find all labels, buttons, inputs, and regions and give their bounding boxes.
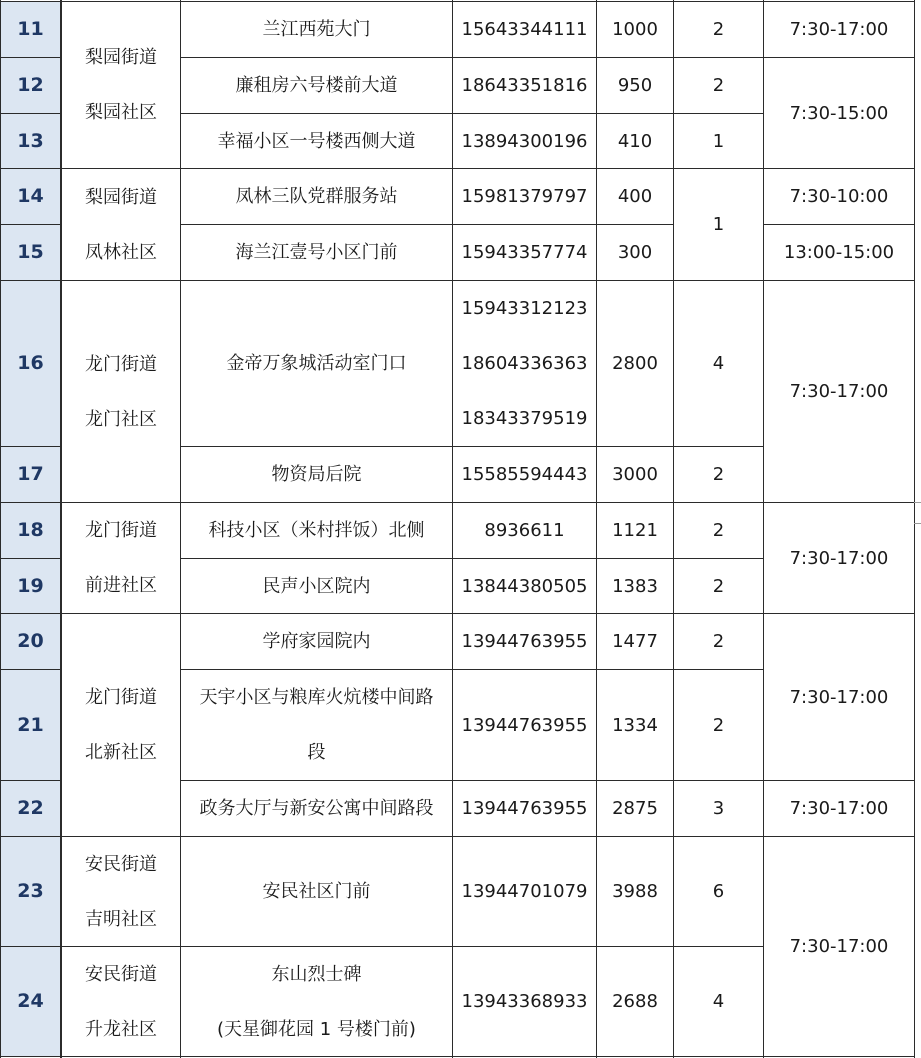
points-cell: 1 [712, 214, 725, 235]
grid-line [0, 280, 915, 281]
time-cell: 7:30-10:00 [789, 186, 889, 207]
community-cell: 龙门街道 前进社区 [85, 520, 157, 596]
location-cell: 廉租房六号楼前大道 [235, 75, 398, 96]
grid-line [0, 946, 764, 947]
location-cell: 东山烈士碑 (天星御花园 1 号楼门前) [217, 963, 416, 1040]
grid-line [0, 446, 61, 447]
row-number: 20 [0, 614, 61, 669]
grid-line [180, 780, 915, 781]
community-cell: 安民街道 吉明社区 [85, 853, 157, 930]
grid-line [763, 0, 764, 1058]
location-cell: 天宇小区与粮库火炕楼中间路 段 [199, 687, 434, 763]
phone-cell: 15981379797 [461, 186, 588, 207]
points-cell: 2 [712, 714, 725, 736]
grid-line [180, 0, 181, 1058]
grid-line [180, 57, 915, 58]
points-cell: 4 [712, 353, 725, 374]
points-cell: 3 [712, 798, 725, 819]
grid-line [0, 1, 915, 2]
grid-line [0, 0, 1, 1058]
phone-cell: 13944763955 [461, 714, 588, 736]
edge-mark [914, 502, 921, 503]
community-cell: 梨园街道 凤林社区 [85, 186, 157, 263]
time-cell: 7:30-15:00 [789, 102, 889, 124]
location-cell: 海兰江壹号小区门前 [235, 242, 398, 263]
grid-line [0, 836, 915, 837]
phone-cell: 13894300196 [461, 130, 588, 152]
grid-line [180, 558, 764, 559]
community-cell: 龙门街道 龙门社区 [85, 353, 157, 430]
count-cell: 1334 [612, 714, 658, 736]
time-cell: 7:30-17:00 [789, 547, 889, 569]
location-cell: 安民社区门前 [262, 881, 371, 902]
phone-cell: 13944763955 [461, 631, 588, 652]
grid-line [0, 57, 61, 58]
count-cell: 2875 [612, 798, 658, 819]
grid-line [0, 168, 915, 169]
phone-cell: 15585594443 [461, 464, 588, 485]
row-number: 21 [0, 670, 61, 780]
location-cell: 物资局后院 [271, 464, 362, 485]
row-number: 22 [0, 781, 61, 836]
grid-line [60, 0, 62, 1058]
count-cell: 3988 [612, 881, 658, 902]
grid-line [914, 0, 915, 1058]
location-cell: 科技小区（米村拌饭）北侧 [208, 520, 425, 541]
community-cell: 安民街道 升龙社区 [85, 963, 157, 1040]
location-cell: 幸福小区一号楼西侧大道 [217, 130, 416, 152]
grid-line [180, 669, 764, 670]
grid-line [452, 0, 453, 1058]
row-number: 14 [0, 169, 61, 224]
grid-line [0, 780, 61, 781]
points-cell: 4 [712, 991, 725, 1012]
count-cell: 1121 [612, 520, 658, 541]
phone-cell: 13944763955 [461, 798, 588, 819]
phone-cell: 13943368933 [461, 991, 588, 1012]
row-number: 12 [0, 58, 61, 113]
points-cell: 2 [712, 631, 725, 652]
location-cell: 民声小区院内 [262, 575, 371, 597]
time-cell: 7:30-17:00 [789, 936, 889, 957]
count-cell: 1000 [612, 19, 658, 40]
time-cell: 7:30-17:00 [789, 798, 889, 819]
grid-line [0, 558, 61, 559]
count-cell: 410 [617, 130, 653, 152]
phone-cell: 13944701079 [461, 881, 588, 902]
count-cell: 2800 [612, 353, 658, 374]
grid-line [0, 669, 61, 670]
count-cell: 300 [617, 242, 653, 263]
grid-line [180, 446, 764, 447]
location-cell: 兰江西苑大门 [262, 19, 371, 40]
grid-line [596, 0, 597, 1058]
points-cell: 1 [712, 130, 725, 152]
phone-cell: 13844380505 [461, 575, 588, 597]
grid-line [180, 113, 764, 114]
row-number: 15 [0, 225, 61, 280]
location-cell: 政务大厅与新安公寓中间路段 [199, 798, 434, 819]
time-cell: 7:30-17:00 [789, 19, 889, 40]
count-cell: 1383 [612, 575, 658, 597]
location-cell: 凤林三队党群服务站 [235, 186, 398, 207]
count-cell: 2688 [612, 991, 658, 1012]
row-number: 23 [0, 837, 61, 946]
count-cell: 400 [617, 186, 653, 207]
grid-line [0, 224, 61, 225]
grid-line [0, 613, 915, 614]
time-cell: 7:30-17:00 [789, 381, 889, 402]
phone-cell: 18643351816 [461, 75, 588, 96]
phone-cell: 8936611 [484, 520, 565, 541]
points-cell: 2 [712, 575, 725, 597]
points-cell: 2 [712, 75, 725, 96]
row-number: 24 [0, 947, 61, 1056]
grid-line [0, 502, 915, 503]
points-cell: 2 [712, 520, 725, 541]
phone-cell: 15943357774 [461, 242, 588, 263]
grid-line [0, 1056, 915, 1057]
points-cell: 2 [712, 464, 725, 485]
points-cell: 2 [712, 19, 725, 40]
location-cell: 学府家园院内 [262, 631, 371, 652]
grid-line [763, 224, 915, 225]
grid-line [673, 0, 674, 1058]
location-cell: 金帝万象城活动室门口 [226, 353, 407, 374]
time-cell: 13:00-15:00 [783, 242, 895, 263]
phone-cell: 15643344111 [461, 19, 588, 40]
time-cell: 7:30-17:00 [789, 686, 889, 708]
points-cell: 6 [712, 881, 725, 902]
row-number: 19 [0, 559, 61, 613]
grid-line [0, 113, 61, 114]
row-number: 18 [0, 503, 61, 558]
count-cell: 950 [617, 75, 653, 96]
row-number: 13 [0, 114, 61, 168]
edge-mark [914, 523, 921, 524]
grid-line [180, 224, 674, 225]
count-cell: 1477 [612, 631, 658, 652]
row-number: 11 [0, 2, 61, 57]
community-cell: 梨园街道 梨园社区 [85, 47, 157, 123]
phone-cell: 15943312123 18604336363 18343379519 [461, 298, 588, 429]
count-cell: 3000 [612, 464, 658, 485]
row-number: 17 [0, 447, 61, 502]
community-cell: 龙门街道 北新社区 [85, 687, 157, 763]
row-number: 16 [0, 281, 61, 446]
